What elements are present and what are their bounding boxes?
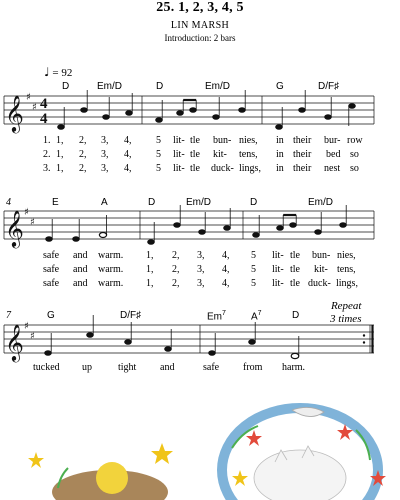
chord-symbol: Em/D bbox=[205, 81, 230, 92]
lyric-syllable: lit- bbox=[272, 278, 284, 289]
chord-symbol: Em/D bbox=[97, 81, 122, 92]
chick-icon bbox=[96, 462, 128, 494]
lyric-syllable: bed bbox=[326, 149, 341, 160]
sleeping-cat-icon bbox=[254, 450, 346, 500]
lyric-syllable: 2, bbox=[79, 163, 87, 174]
song-title: 25. 1, 2, 3, 4, 5 bbox=[156, 0, 244, 15]
lyric-syllable: warm. bbox=[98, 278, 124, 289]
lyric-syllable: 5 bbox=[156, 163, 161, 174]
lyric-syllable: 5 bbox=[156, 149, 161, 160]
lyric-syllable: 4, bbox=[222, 278, 230, 289]
lyric-syllable: 3, bbox=[197, 278, 205, 289]
lyric-syllable: safe bbox=[43, 250, 60, 261]
lyric-syllable: row bbox=[347, 135, 363, 146]
repeat-label: Repeat bbox=[330, 300, 362, 312]
star-icon bbox=[246, 430, 262, 446]
staff-2 bbox=[4, 211, 374, 239]
star-icon bbox=[151, 443, 173, 464]
lyric-syllable: duck- bbox=[308, 278, 331, 289]
lyric-syllable: 1, bbox=[146, 264, 154, 275]
lyric-syllable: 2, bbox=[172, 264, 180, 275]
lyric-syllable: 2, bbox=[172, 278, 180, 289]
lyric-syllable: in bbox=[276, 135, 284, 146]
lyric-syllable: tens, bbox=[337, 264, 356, 275]
lyric-syllable: safe bbox=[43, 264, 60, 275]
lyric-syllable: 5 bbox=[251, 250, 256, 261]
lyric-syllable: nest bbox=[324, 163, 341, 174]
lyric-syllable: bun- bbox=[213, 135, 232, 146]
lyric-syllable: 3, bbox=[101, 149, 109, 160]
chord-symbol: D bbox=[62, 81, 70, 92]
chord-symbol: G bbox=[47, 310, 55, 321]
lyric-syllable: 1, bbox=[56, 163, 64, 174]
lyric-syllable: tle bbox=[290, 278, 300, 289]
measure-number: 7 bbox=[6, 310, 11, 321]
lyric-syllable: safe bbox=[43, 278, 60, 289]
lyric-syllable: tle bbox=[190, 149, 200, 160]
lyric-syllable: tight bbox=[118, 362, 137, 373]
chord-symbol: D bbox=[156, 81, 164, 92]
lyric-syllable: nies, bbox=[239, 135, 258, 146]
chord-symbol: E bbox=[52, 197, 59, 208]
lyric-syllable: 5 bbox=[251, 264, 256, 275]
lyric-syllable: kit- bbox=[314, 264, 328, 275]
lyric-syllable: and bbox=[73, 278, 88, 289]
tempo-value: = 92 bbox=[52, 67, 73, 79]
time-signature-bottom: 4 bbox=[40, 111, 48, 127]
lyric-syllable: bur- bbox=[324, 135, 341, 146]
sharp-icon: ♯ bbox=[24, 207, 29, 218]
sharp-icon: ♯ bbox=[32, 102, 37, 113]
lyric-syllable: 3, bbox=[197, 264, 205, 275]
chord-symbol: D/F♯ bbox=[120, 310, 142, 321]
lyric-syllable: 4, bbox=[124, 149, 132, 160]
lyric-syllable: tle bbox=[290, 250, 300, 261]
lyric-syllable: their bbox=[293, 163, 312, 174]
chord-extension: 7 bbox=[257, 310, 262, 317]
notes-system-3 bbox=[45, 315, 299, 359]
treble-clef-icon: 𝄞 bbox=[5, 323, 24, 361]
introduction-note: Introduction: 2 bars bbox=[164, 33, 236, 43]
lyric-syllable: so bbox=[350, 163, 359, 174]
lyric-syllable: harm. bbox=[282, 362, 306, 373]
chord-symbol: G bbox=[276, 81, 284, 92]
lyric-syllable: 4, bbox=[124, 135, 132, 146]
lyric-syllable: tle bbox=[190, 163, 200, 174]
lyric-syllable: 1, bbox=[146, 250, 154, 261]
lyric-syllable: lit- bbox=[173, 135, 185, 146]
chord-symbol: D bbox=[250, 197, 258, 208]
lyric-syllable: lit- bbox=[173, 163, 185, 174]
chord-root: A bbox=[251, 311, 258, 323]
lyric-syllable: up bbox=[82, 362, 92, 373]
bottom-illustration bbox=[28, 407, 386, 500]
lyric-syllable: their bbox=[293, 149, 312, 160]
chord-symbol: D/F♯ bbox=[318, 81, 340, 92]
sharp-icon: ♯ bbox=[26, 92, 31, 103]
lyric-syllable: 1, bbox=[56, 149, 64, 160]
lyric-syllable: 4, bbox=[222, 250, 230, 261]
lyric-syllable: and bbox=[160, 362, 175, 373]
chord-symbol: A bbox=[101, 197, 108, 208]
lyric-syllable: from bbox=[243, 362, 263, 373]
chord-symbol: D bbox=[292, 310, 300, 321]
sharp-icon: ♯ bbox=[30, 331, 35, 342]
lyric-syllable: 1, bbox=[146, 278, 154, 289]
verse-number: 3. bbox=[43, 163, 51, 174]
lyric-syllable: 3, bbox=[197, 250, 205, 261]
lyric-syllable: lings, bbox=[239, 163, 261, 174]
sharp-icon: ♯ bbox=[30, 217, 35, 228]
lyric-syllable: warm. bbox=[98, 264, 124, 275]
lyric-syllable: safe bbox=[203, 362, 220, 373]
quarter-note-icon: ♩ bbox=[44, 65, 50, 79]
lyric-syllable: lit- bbox=[173, 149, 185, 160]
repeat-count: 3 times bbox=[330, 313, 362, 325]
lyric-syllable: 4, bbox=[222, 264, 230, 275]
treble-clef-icon: 𝄞 bbox=[5, 209, 24, 247]
lyric-syllable: lings, bbox=[336, 278, 358, 289]
time-signature-top: 4 bbox=[40, 96, 48, 112]
treble-clef-icon: 𝄞 bbox=[5, 94, 24, 132]
chord-symbol: Em/D bbox=[308, 197, 333, 208]
lyric-syllable: 2, bbox=[79, 149, 87, 160]
chord-extension: 7 bbox=[222, 310, 226, 317]
lyric-syllable: lit- bbox=[272, 264, 284, 275]
chord-symbol: D bbox=[148, 197, 156, 208]
lyric-syllable: bun- bbox=[312, 250, 331, 261]
lyric-syllable: and bbox=[73, 250, 88, 261]
chord-symbol: Em/D bbox=[186, 197, 211, 208]
verse-number: 1. bbox=[43, 135, 51, 146]
lyric-syllable: in bbox=[276, 149, 284, 160]
lyric-syllable: 3, bbox=[101, 163, 109, 174]
lyric-syllable: 5 bbox=[251, 278, 256, 289]
lyric-syllable: nies, bbox=[337, 250, 356, 261]
lyric-syllable: tle bbox=[190, 135, 200, 146]
sharp-icon: ♯ bbox=[24, 321, 29, 332]
lyric-syllable: tle bbox=[290, 264, 300, 275]
composer-name: LIN MARSH bbox=[170, 20, 230, 31]
star-icon bbox=[28, 452, 44, 468]
lyric-syllable: in bbox=[276, 163, 284, 174]
verse-number: 2. bbox=[43, 149, 51, 160]
chord-root: Em bbox=[207, 311, 222, 323]
lyric-syllable: and bbox=[73, 264, 88, 275]
lyric-syllable: 5 bbox=[156, 135, 161, 146]
lyric-syllable: kit- bbox=[213, 149, 227, 160]
staff-3 bbox=[4, 325, 374, 353]
star-icon bbox=[232, 470, 248, 486]
lyric-syllable: 4, bbox=[124, 163, 132, 174]
lyric-syllable: tucked bbox=[33, 362, 60, 373]
lyric-syllable: warm. bbox=[98, 250, 124, 261]
lyric-syllable: duck- bbox=[211, 163, 234, 174]
lyric-syllable: their bbox=[293, 135, 312, 146]
lyric-syllable: tens, bbox=[239, 149, 258, 160]
lyric-syllable: 2, bbox=[172, 250, 180, 261]
lyric-syllable: so bbox=[350, 149, 359, 160]
lyric-syllable: 3, bbox=[101, 135, 109, 146]
lyric-syllable: 2, bbox=[79, 135, 87, 146]
measure-number: 4 bbox=[6, 197, 11, 208]
lyric-syllable: lit- bbox=[272, 250, 284, 261]
lyric-syllable: 1, bbox=[56, 135, 64, 146]
